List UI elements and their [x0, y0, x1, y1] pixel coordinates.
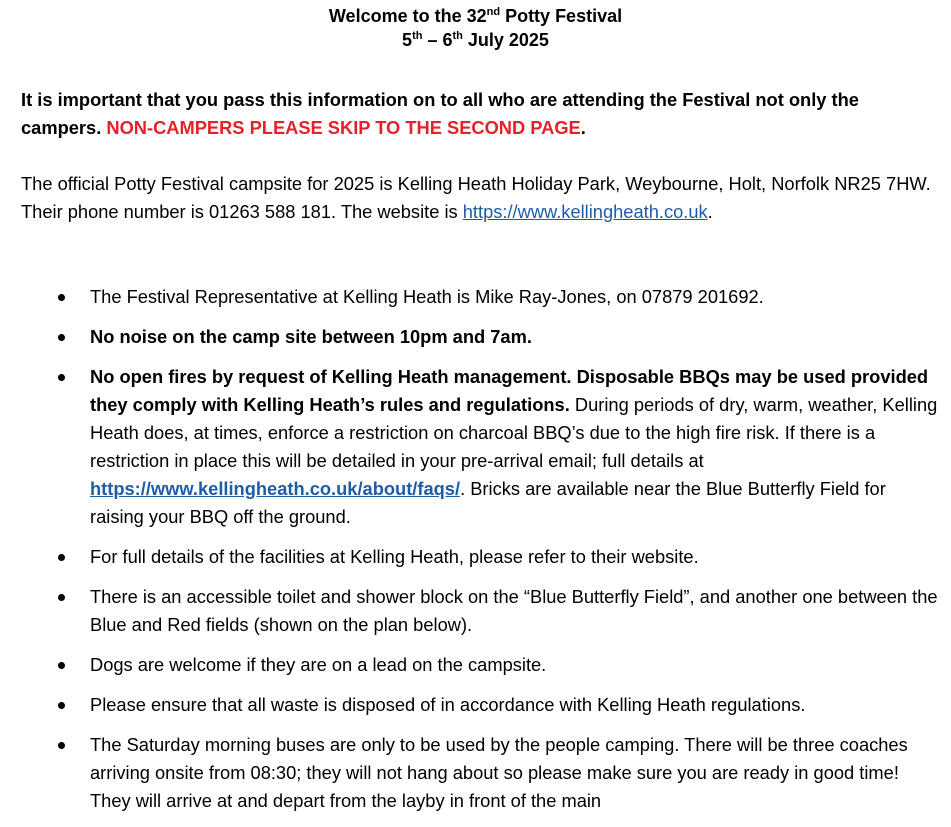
bullet-icon — [58, 554, 65, 561]
campsite-info: The official Potty Festival campsite for 2025 is Kelling Heath Holiday Park, Weybourne, Holt, Norfolk NR25 7HW. Their phone number is 01263 588 181. The website is https://www.kellingheath.co.uk. — [21, 173, 931, 222]
bullet-icon — [58, 334, 65, 341]
document-header — [0, 0, 951, 52]
campsite-rules-list — [0, 283, 951, 827]
list-item-facilities: For full details of the facilities at Kelling Heath, please refer to their website. — [0, 543, 951, 571]
list-item-waste: Please ensure that all waste is disposed of in accordance with Kelling Heath regulations. — [0, 691, 951, 719]
list-item-dogs: Dogs are welcome if they are on a lead on the campsite. — [0, 651, 951, 679]
bullet-icon — [58, 374, 65, 381]
list-item-noise: No noise on the camp site between 10pm and 7am. — [0, 323, 951, 351]
list-item-fires: No open fires by request of Kelling Heath management. Disposable BBQs may be used provided they comply with Kelling Heath’s rules and regulations. During periods of dry, warm, weather, Kelling Heath does, at times, enforce a restriction on charcoal BBQ’s due to the high fire risk. If there is a restriction in place this will be detailed in your pre-arrival email; full details at https://www.kellingheath.co.uk/about/faqs/. Bricks are available near the Blue Butterfly Field for raising your BBQ off the ground. — [0, 363, 951, 531]
list-item-representative: The Festival Representative at Kelling Heath is Mike Ray-Jones, on 07879 201692. — [0, 283, 951, 311]
list-item-buses: The Saturday morning buses are only to be used by the people camping. There will be three coaches arriving onsite from 08:30; they will not hang about so please make sure you are ready in good time! They will arrive at and depart from the layby in front of the main — [0, 731, 951, 815]
list-item-toilet: There is an accessible toilet and shower block on the “Blue Butterfly Field”, and another one between the Blue and Red fields (shown on the plan below). — [0, 583, 951, 639]
important-notice: It is important that you pass this information on to all who are attending the Festival not only the campers. NON-CAMPERS PLEASE SKIP TO THE SECOND PAGE. — [21, 89, 859, 138]
page-title: Welcome to the 32nd Potty Festival — [328, 6, 623, 26]
bullet-icon — [58, 594, 65, 601]
non-campers-warning: NON-CAMPERS PLEASE SKIP TO THE SECOND PAGE — [106, 117, 581, 138]
bullet-icon — [58, 662, 65, 669]
festival-dates: 5th – 6th July 2025 — [402, 30, 549, 50]
bullet-icon — [58, 294, 65, 301]
bullet-icon — [58, 742, 65, 749]
kelling-heath-faqs-link[interactable]: https://www.kellingheath.co.uk/about/faqs/ — [90, 478, 461, 499]
bullet-icon — [58, 702, 65, 709]
kelling-heath-website-link[interactable]: https://www.kellingheath.co.uk — [462, 201, 708, 222]
